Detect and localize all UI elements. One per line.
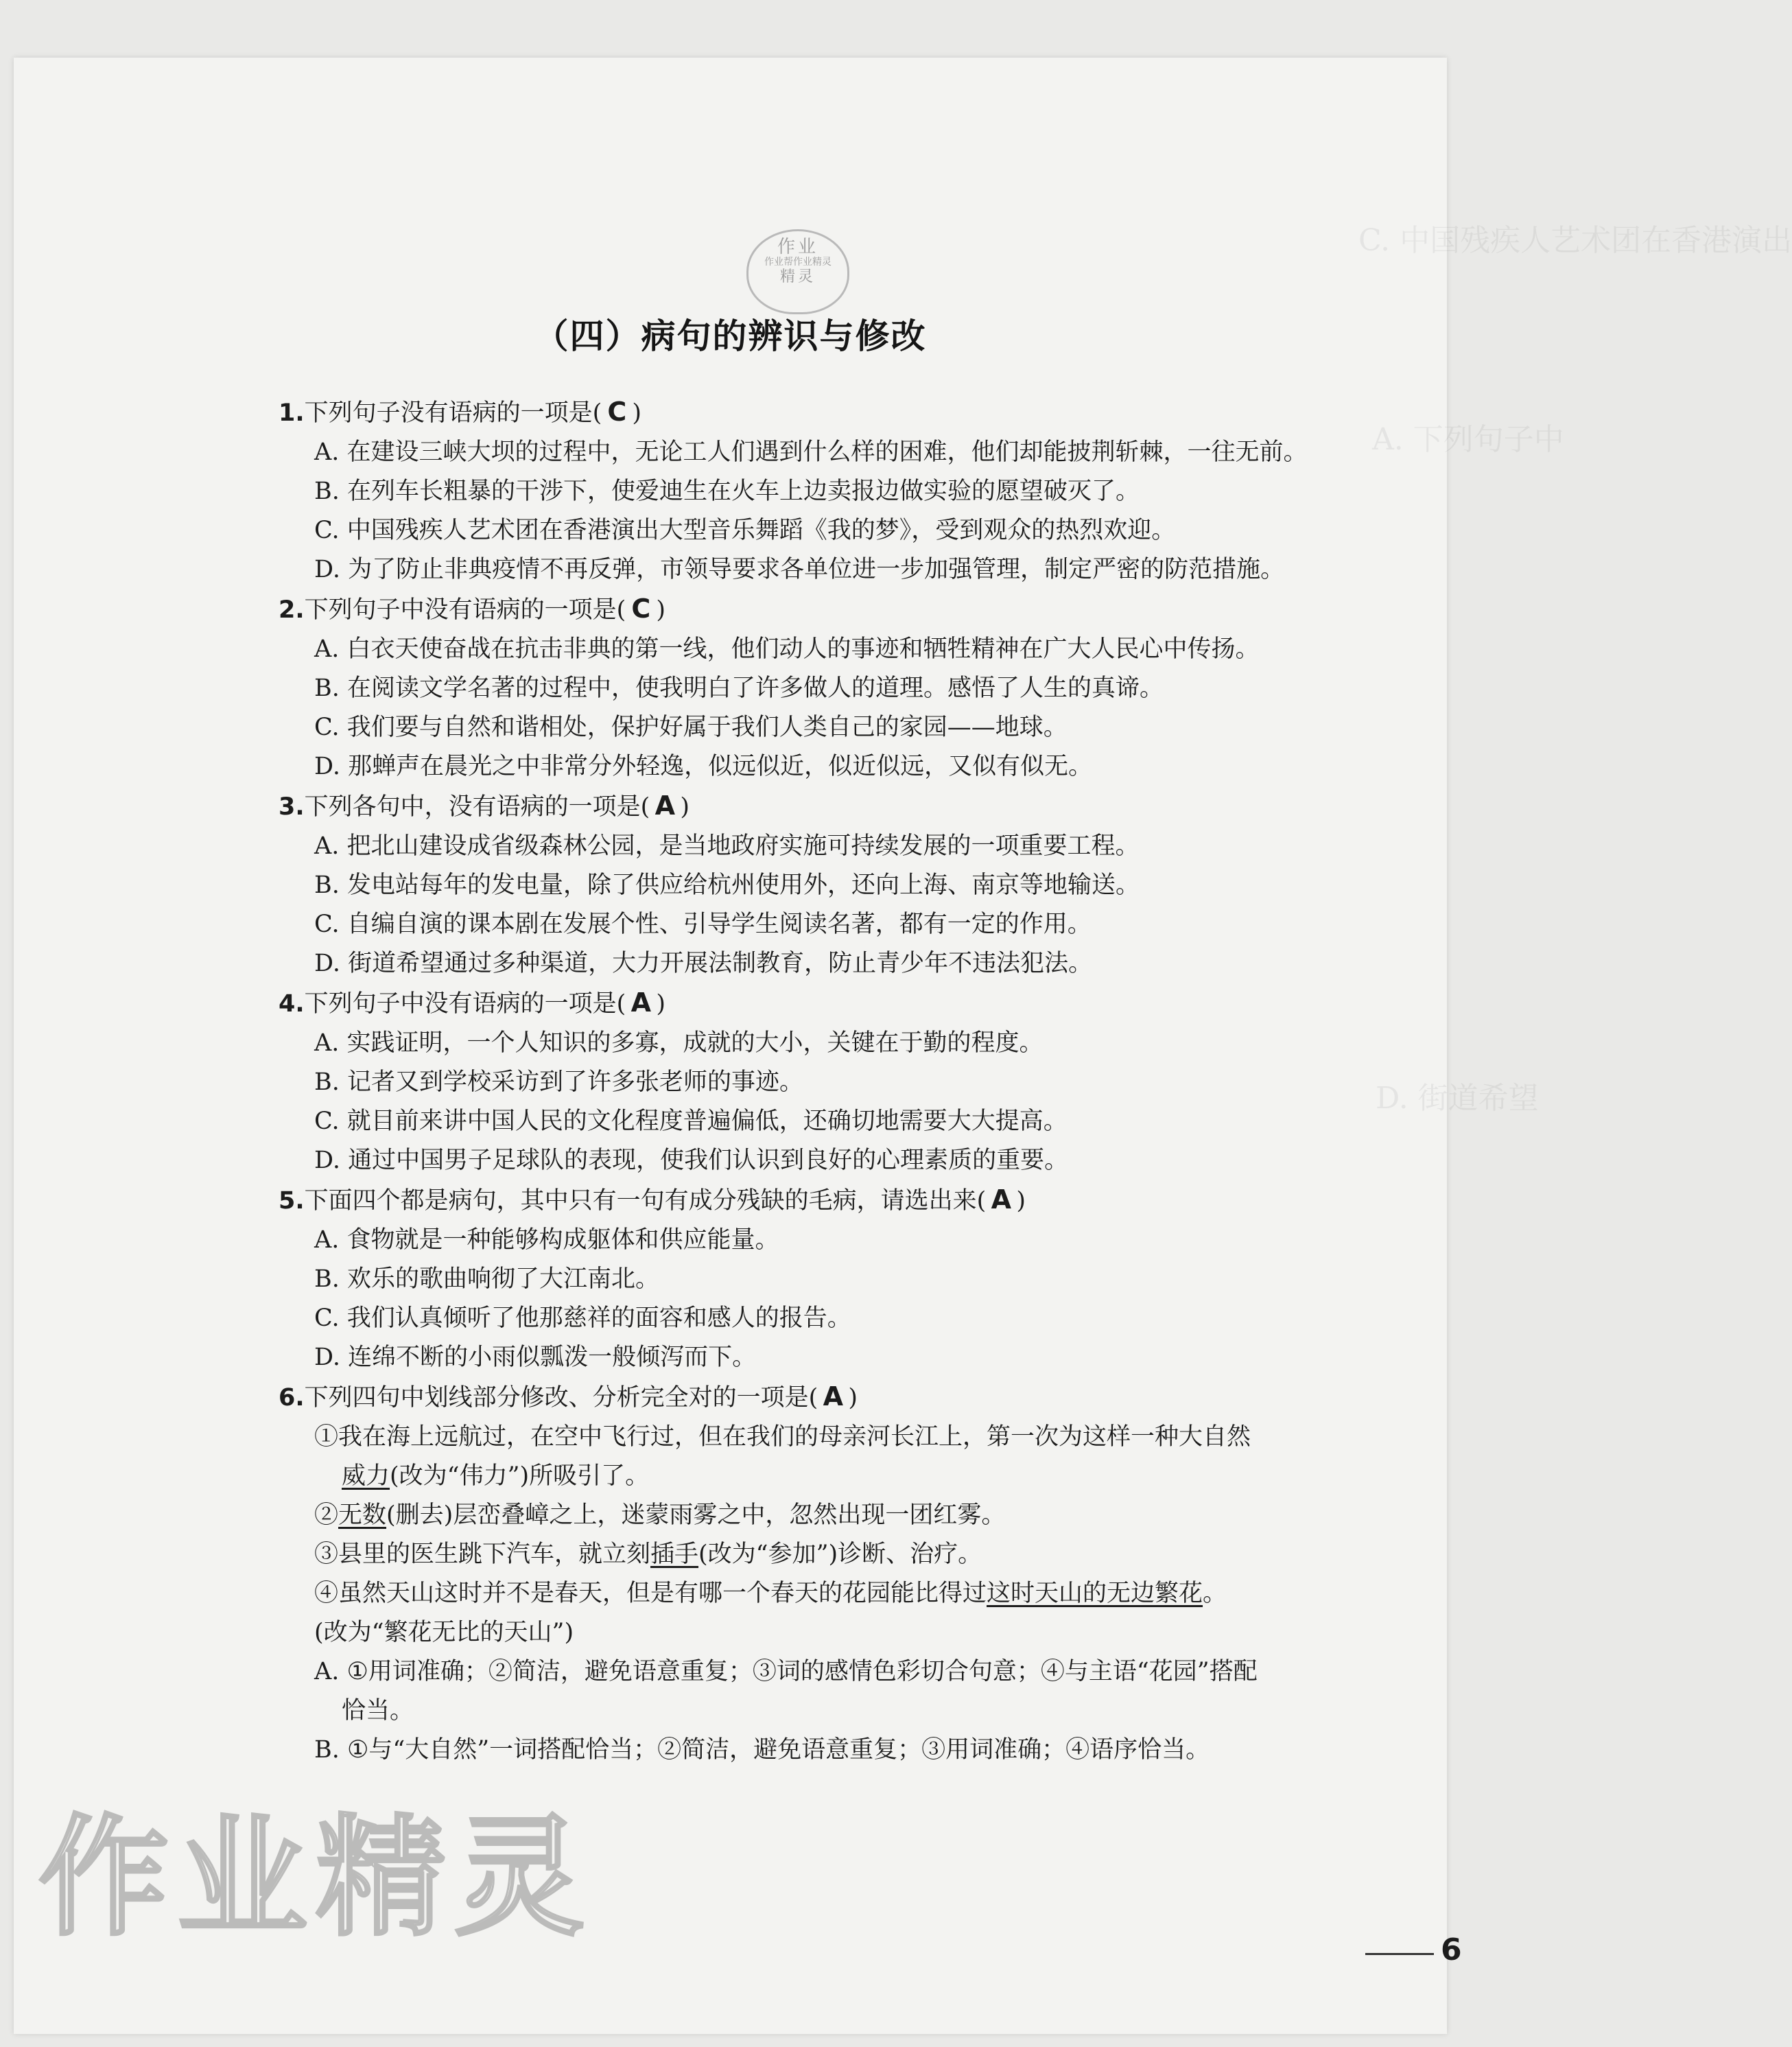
option-c: C. 就目前来讲中国人民的文化程度普遍偏低，还确切地需要大大提高。 bbox=[314, 1108, 1068, 1135]
option-b: B. ①与“大自然”一词搭配恰当；②简洁，避免语意重复；③用词准确；④语序恰当。 bbox=[314, 1736, 1210, 1764]
underlined-word: 插手 bbox=[650, 1541, 699, 1568]
question-list bbox=[279, 393, 1404, 1770]
question-5 bbox=[279, 1180, 1404, 1377]
answer-mark: C bbox=[607, 397, 627, 427]
underlined-word: 这时天山的无边繁花 bbox=[987, 1580, 1203, 1607]
question-2 bbox=[279, 589, 1404, 786]
question-stem: 1.下列句子没有语病的一项是( C ) bbox=[279, 393, 1404, 433]
underlined-word: 无数 bbox=[338, 1501, 387, 1529]
question-stem: 3.下列各句中，没有语病的一项是( A ) bbox=[279, 786, 1404, 827]
sentence-3: ③县里的医生跳下汽车，就立刻插手(改为“参加”)诊断、治疗。 bbox=[314, 1541, 982, 1568]
question-stem: 5.下面四个都是病句，其中只有一句有成分残缺的毛病，请选出来( A ) bbox=[279, 1180, 1404, 1221]
answer-mark: C bbox=[631, 594, 651, 624]
option-a: A. 食物就是一种能够构成躯体和供应能量。 bbox=[314, 1226, 779, 1254]
answer-mark: A bbox=[991, 1184, 1012, 1215]
option-c: C. 我们要与自然和谐相处，保护好属于我们人类自己的家园——地球。 bbox=[314, 714, 1068, 741]
stamp-seal: 作业 作业帮作业精灵 精灵 bbox=[746, 229, 849, 314]
answer-mark: A bbox=[630, 987, 652, 1018]
bleed-through-text: A. 下列句子中 bbox=[1372, 422, 1564, 457]
option-c: C. 自编自演的课本剧在发展个性、引导学生阅读名著，都有一定的作用。 bbox=[314, 911, 1092, 938]
option-d: D. 为了防止非典疫情不再反弹，市领导要求各单位进一步加强管理，制定严密的防范措施。 bbox=[314, 556, 1285, 583]
page-number-rule bbox=[1365, 1953, 1434, 1955]
option-d: D. 街道希望通过多种渠道，大力开展法制教育，防止青少年不违法犯法。 bbox=[314, 950, 1093, 977]
option-b: B. 在列车长粗暴的干涉下，使爱迪生在火车上边卖报边做实验的愿望破灭了。 bbox=[314, 478, 1140, 505]
option-a: A. 白衣天使奋战在抗击非典的第一线，他们动人的事迹和牺牲精神在广大人民心中传扬。 bbox=[314, 635, 1260, 663]
page-number: 6 bbox=[1441, 1932, 1462, 1967]
option-a: A. 实践证明，一个人知识的多寡，成就的大小，关键在于勤的程度。 bbox=[314, 1029, 1044, 1057]
question-stem: 4.下列句子中没有语病的一项是( A ) bbox=[279, 983, 1404, 1024]
answer-mark: A bbox=[823, 1381, 844, 1412]
question-stem: 6.下列四句中划线部分修改、分析完全对的一项是( A ) bbox=[279, 1377, 1404, 1418]
bleed-through-text: D. 街道希望 bbox=[1376, 1081, 1539, 1116]
sentence-2: ②无数(删去)层峦叠嶂之上，迷蒙雨雾之中，忽然出现一团红雾。 bbox=[314, 1501, 1006, 1529]
option-a: A. 把北山建设成省级森林公园，是当地政府实施可持续发展的一项重要工程。 bbox=[314, 832, 1140, 860]
option-a: A. 在建设三峡大坝的过程中，无论工人们遇到什么样的困难，他们却能披荆斩棘，一往无前。 bbox=[314, 438, 1308, 466]
option-c: C. 中国残疾人艺术团在香港演出大型音乐舞蹈《我的梦》，受到观众的热烈欢迎。 bbox=[314, 517, 1176, 544]
option-b: B. 记者又到学校采访到了许多张老师的事迹。 bbox=[314, 1068, 803, 1096]
option-b: B. 欢乐的歌曲响彻了大江南北。 bbox=[314, 1265, 659, 1293]
question-6 bbox=[279, 1377, 1404, 1770]
section-title: （四）病句的辨识与修改 bbox=[534, 316, 927, 356]
option-d: D. 那蝉声在晨光之中非常分外轻逸，似远似近，似近似远，又似有似无。 bbox=[314, 753, 1093, 780]
question-stem: 2.下列句子中没有语病的一项是( C ) bbox=[279, 589, 1404, 630]
option-d: D. 通过中国男子足球队的表现，使我们认识到良好的心理素质的重要。 bbox=[314, 1147, 1069, 1174]
sentence-4: ④虽然天山这时并不是春天，但是有哪一个春天的花园能比得过这时天山的无边繁花。 bbox=[314, 1580, 1227, 1607]
option-b: B. 在阅读文学名著的过程中，使我明白了许多做人的道理。感悟了人生的真谛。 bbox=[314, 675, 1164, 702]
answer-mark: A bbox=[655, 791, 676, 821]
option-a-continued: 恰当。 bbox=[342, 1697, 414, 1724]
option-a: A. ①用词准确；②简洁，避免语意重复；③词的感情色彩切合句意；④与主语“花园”搭配 bbox=[314, 1658, 1258, 1685]
watermark-logo: 作业精灵 bbox=[38, 1802, 593, 1954]
option-b: B. 发电站每年的发电量，除了供应给杭州使用外，还向上海、南京等地输送。 bbox=[314, 872, 1140, 899]
question-1 bbox=[279, 393, 1404, 589]
question-3 bbox=[279, 786, 1404, 983]
option-c: C. 我们认真倾听了他那慈祥的面容和感人的报告。 bbox=[314, 1305, 851, 1332]
document-page bbox=[14, 58, 1792, 2034]
sentence-1: ①我在海上远航过，在空中飞行过，但在我们的母亲河长江上，第一次为这样一种大自然 bbox=[314, 1423, 1251, 1451]
question-4 bbox=[279, 983, 1404, 1180]
underlined-word: 威力 bbox=[342, 1462, 390, 1490]
bleed-through-text: C. 中国残疾人艺术团在香港演出 bbox=[1358, 223, 1792, 258]
sentence-4-note: (改为“繁花无比的天山”) bbox=[314, 1619, 574, 1646]
option-d: D. 连绵不断的小雨似瓢泼一般倾泻而下。 bbox=[314, 1344, 757, 1371]
sentence-1-continued: 威力(改为“伟力”)所吸引了。 bbox=[342, 1462, 650, 1490]
